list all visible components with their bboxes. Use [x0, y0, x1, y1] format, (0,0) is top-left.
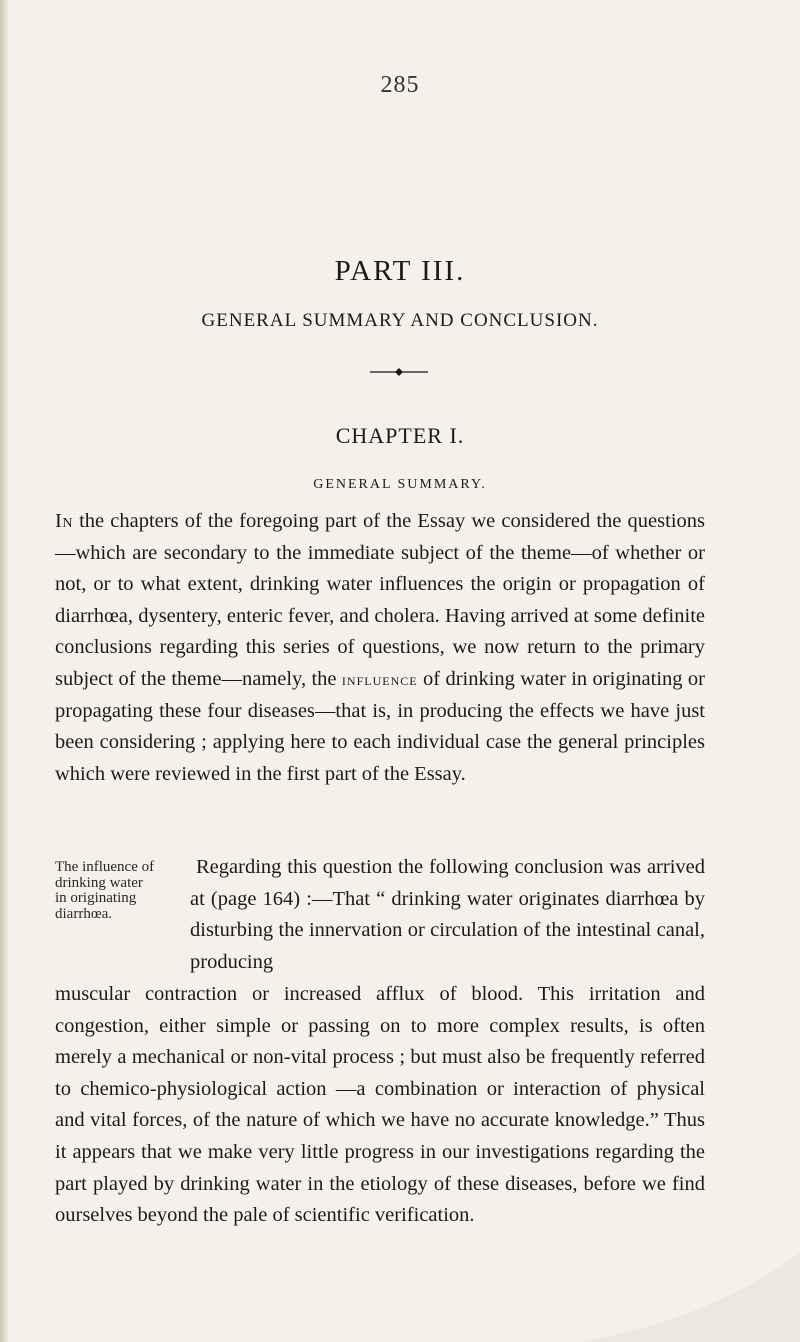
page-number: 285 — [380, 72, 420, 98]
chapter-title: CHAPTER I. — [335, 423, 465, 448]
chapter-subtitle: GENERAL SUMMARY. — [313, 477, 487, 492]
paragraph-2-opening: Regarding this question the following conclusion was arrived at (page 164) :—That “ drinking water originates diarrhœa by disturbing the innervation or circulation of the intestinal canal, producing — [190, 856, 705, 973]
paragraph-opening-word: In — [55, 510, 73, 532]
paragraph-1 — [55, 506, 705, 790]
marginal-note: The influence of drinking water in originating diarrhœa. — [55, 859, 155, 922]
paragraph-2-continuation: muscular contraction or increased afflux of blood. This irritation and congestion, either simple or passing on to more complex results, is often merely a mechanical or non-vital process ; but must also be frequently referred to chemico-physiological action —a combination or interaction of physical and vital forces, of the nature of which we have no accurate knowledge.” Thus it appears that we make very little progress in our investigations regarding the part played by drinking water in the etiology of these diseases, before we find ourselves beyond the pale of scientific verification. — [55, 983, 705, 1227]
emphasis-smallcaps: influence — [341, 669, 418, 689]
page-corner-shading — [580, 1252, 800, 1342]
rule-with-diamond-icon — [370, 367, 428, 377]
part-title: PART III. — [334, 255, 466, 287]
page-binding-edge — [0, 0, 8, 1342]
paragraph-1-text-a: the chapters of the foregoing part of the Essay we considered the questions—which are secondary to the immediate subject of the theme—of whether or not, or to what extent, drinking water influences the origin or propagation of diarrhœa, dysentery, enteric fever, and cholera. Having arrived at some definite conclusions regarding this series of questions, we now return to the primary subject of the theme—namely, the — [55, 510, 705, 690]
paragraph-1-text-b: of drinking water in originating or propagating these four diseases—that is, in producing the effects we have just been considering ; applying here to each individual case the general principles which were reviewed in the first part of the Essay. — [55, 667, 705, 785]
section-title: GENERAL SUMMARY AND CONCLUSION. — [201, 310, 599, 331]
